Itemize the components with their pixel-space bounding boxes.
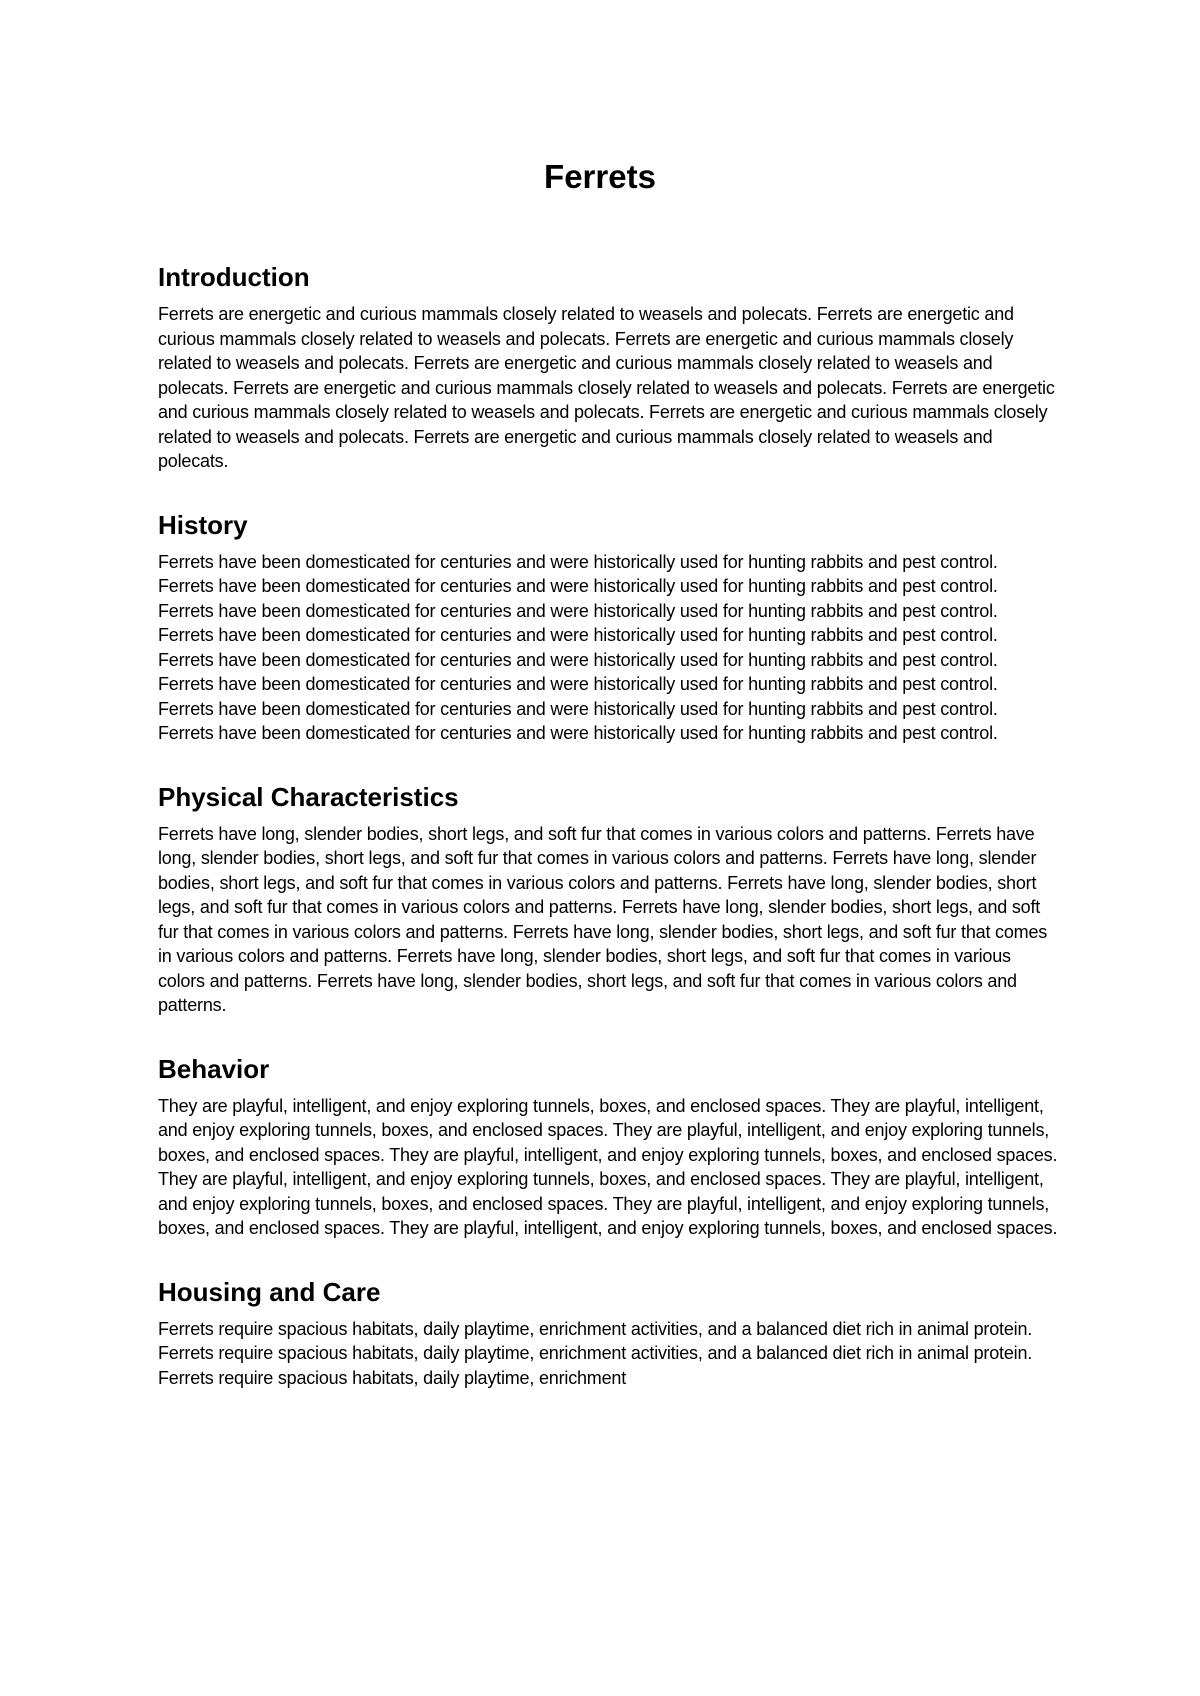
section-physical-characteristics bbox=[158, 780, 1058, 1018]
section-history bbox=[158, 508, 1058, 746]
section-heading: Introduction bbox=[158, 262, 310, 292]
section-introduction bbox=[158, 260, 1058, 474]
section-paragraph: Ferrets are energetic and curious mammals closely related to weasels and polecats. Ferrets are energetic and curious mammals closely related to weasels and polecats. Ferrets are energetic and curious mammals closely related to weasels and polecats. Ferrets are energetic and curious mammals closely related to weasels and polecats. Ferrets are energetic and curious mammals closely related to weasels and polecats. Ferrets are energetic and curious mammals closely related to weasels and polecats. Ferrets are energetic and curious mammals closely related to weasels and polecats. Ferrets are energetic and curious mammals closely related to weasels and polecats. bbox=[158, 304, 1055, 471]
section-paragraph: Ferrets have been domesticated for centuries and were historically used for hunting rabbits and pest control. Ferrets have been domesticated for centuries and were historically used for hunting rabbits and pest control. Ferrets have been domesticated for centuries and were historically used for hunting rabbits and pest control. Ferrets have been domesticated for centuries and were historically used for hunting rabbits and pest control. Ferrets have been domesticated for centuries and were historically used for hunting rabbits and pest control. Ferrets have been domesticated for centuries and were historically used for hunting rabbits and pest control. Ferrets have been domesticated for centuries and were historically used for hunting rabbits and pest control. Ferrets have been domesticated for centuries and were historically used for hunting rabbits and pest control. bbox=[158, 551, 998, 743]
document-content bbox=[158, 260, 1058, 1424]
section-heading: Housing and Care bbox=[158, 1276, 381, 1307]
section-heading: History bbox=[158, 509, 248, 540]
page-title: Ferrets bbox=[544, 158, 656, 195]
section-housing-and-care bbox=[158, 1275, 1058, 1391]
section-heading: Behavior bbox=[158, 1053, 270, 1084]
section-heading: Physical Characteristics bbox=[158, 781, 459, 812]
section-paragraph: They are playful, intelligent, and enjoy exploring tunnels, boxes, and enclosed spaces. They are playful, intelligent, and enjoy exploring tunnels, boxes, and enclosed spaces. They are playful, intelligent, and enjoy exploring tunnels, boxes, and enclosed spaces. They are playful, intelligent, and enjoy exploring tunnels, boxes, and enclosed spaces. They are playful, intelligent, and enjoy exploring tunnels, boxes, and enclosed spaces. They are playful, intelligent, and enjoy exploring tunnels, boxes, and enclosed spaces. They are playful, intelligent, and enjoy exploring tunnels, boxes, and enclosed spaces. They are playful, intelligent, and enjoy exploring tunnels, boxes, and enclosed spaces. bbox=[158, 1095, 1058, 1238]
section-paragraph: Ferrets require spacious habitats, daily playtime, enrichment activities, and a balanced diet rich in animal protein. Ferrets require spacious habitats, daily playtime, enrichment activities, and a balanced diet rich in animal protein. Ferrets require spacious habitats, daily playtime, enrichment bbox=[158, 1318, 1033, 1388]
section-paragraph: Ferrets have long, slender bodies, short legs, and soft fur that comes in various colors and patterns. Ferrets have long, slender bodies, short legs, and soft fur that comes in various colors and patterns. Ferrets have long, slender bodies, short legs, and soft fur that comes in various colors and patterns. Ferrets have long, slender bodies, short legs, and soft fur that comes in various colors and patterns. Ferrets have long, slender bodies, short legs, and soft fur that comes in various colors and patterns. Ferrets have long, slender bodies, short legs, and soft fur that comes in various colors and patterns. Ferrets have long, slender bodies, short legs, and soft fur that comes in various colors and patterns. Ferrets have long, slender bodies, short legs, and soft fur that comes in various colors and patterns. bbox=[158, 823, 1048, 1015]
section-behavior bbox=[158, 1052, 1058, 1241]
